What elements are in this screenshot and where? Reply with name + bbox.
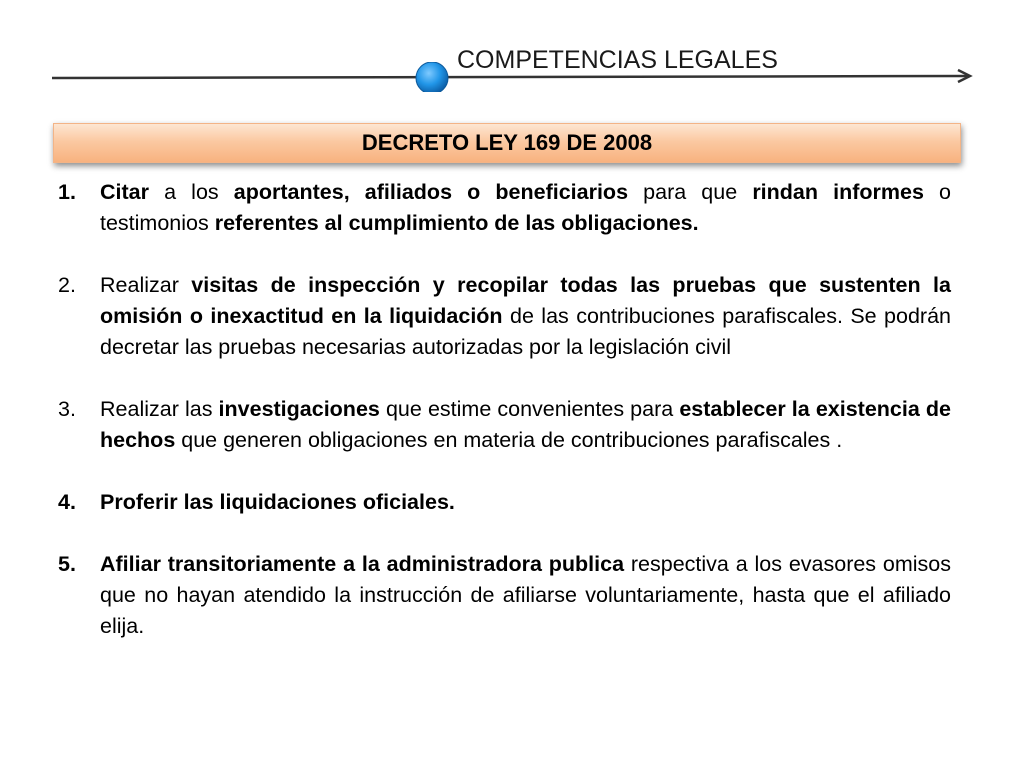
item-text: Afiliar transitoriamente a la administradora publica respectiva a los evasores omisos que no hayan atendido la instrucción de afiliarse voluntariamente, hasta que el afiliado elija. [100, 552, 951, 638]
item-text: Realizar visitas de inspección y recopilar todas las pruebas que sustenten la omisión o inexactitud en la liquidación de las contribuciones parafiscales. Se podrán decretar las pruebas necesarias autorizadas por la legislación civil [100, 273, 951, 359]
list-item [58, 394, 951, 456]
item-text: Citar a los aportantes, afiliados o beneficiarios para que rindan informes o testimonios referentes al cumplimiento de las obligaciones. [100, 180, 952, 235]
list-item [58, 270, 951, 363]
page-title: COMPETENCIAS LEGALES [457, 46, 778, 74]
item-number: 5. [58, 552, 76, 576]
item-number: 3. [58, 397, 76, 421]
list-item [58, 549, 951, 642]
item-number: 1. [58, 180, 76, 204]
item-text: Proferir las liquidaciones oficiales. [100, 490, 455, 514]
item-number: 4. [58, 490, 76, 514]
item-number: 2. [58, 273, 76, 297]
timeline-dot-icon [416, 62, 448, 92]
competencies-list [58, 177, 951, 642]
item-text: Realizar las investigaciones que estime convenientes para establecer la existencia de hechos que generen obligaciones en materia de contribuciones parafiscales . [100, 397, 951, 452]
list-item [58, 177, 951, 239]
list-item [58, 487, 951, 518]
decree-banner [53, 123, 961, 163]
banner-title: DECRETO LEY 169 DE 2008 [361, 130, 653, 155]
timeline-line [52, 76, 968, 78]
